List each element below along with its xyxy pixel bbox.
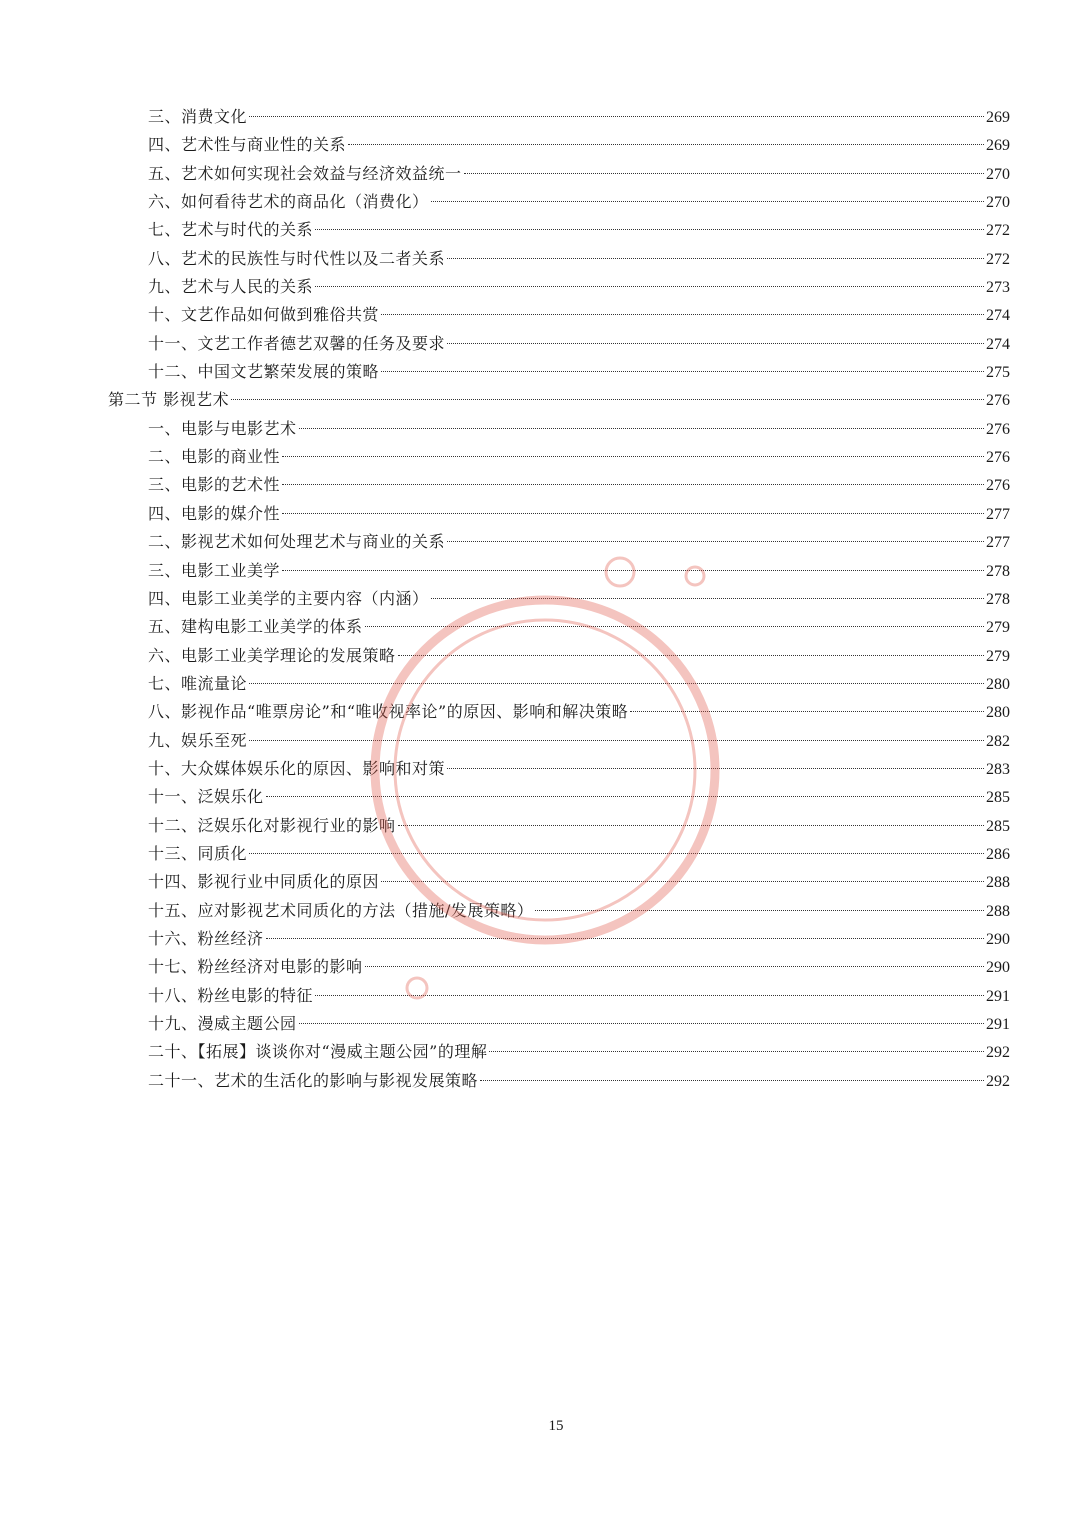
- toc-entry-page: 291: [986, 987, 1010, 1005]
- toc-entry-title: 四、电影工业美学的主要内容（内涵）: [148, 588, 429, 608]
- toc-entry: [108, 471, 1010, 499]
- toc-entry-title: 九、艺术与人民的关系: [148, 277, 314, 297]
- toc-dot-leader: [630, 711, 984, 712]
- toc-entry: [108, 897, 1010, 925]
- toc-entry: [108, 103, 1010, 131]
- toc-dot-leader: [315, 229, 984, 230]
- toc-dot-leader: [381, 371, 984, 372]
- toc-entry-page: 275: [986, 364, 1010, 382]
- toc-dot-leader: [431, 598, 984, 599]
- toc-entry-title: 十三、同质化: [148, 843, 248, 863]
- toc-entry: [108, 301, 1010, 329]
- toc-entry-title: 十四、影视行业中同质化的原因: [148, 872, 380, 892]
- toc-dot-leader: [299, 1023, 984, 1024]
- toc-dot-leader: [398, 655, 984, 656]
- toc-entry-page: 286: [986, 845, 1010, 863]
- toc-entry-page: 269: [986, 109, 1010, 126]
- toc-entry-page: 270: [986, 165, 1010, 183]
- toc-dot-leader: [464, 173, 984, 174]
- toc-entry-title: 十八、粉丝电影的特征: [148, 985, 314, 1005]
- toc-entry: [108, 868, 1010, 896]
- toc-entry-page: 290: [986, 930, 1010, 948]
- toc-dot-leader: [249, 116, 984, 117]
- toc-entry-title: 二十一、艺术的生活化的影响与影视发展策略: [148, 1070, 479, 1090]
- toc-entry: [108, 642, 1010, 670]
- toc-entry-title: 五、建构电影工业美学的体系: [148, 617, 363, 637]
- toc-entry: [108, 415, 1010, 443]
- toc-entry-page: 291: [986, 1016, 1010, 1033]
- toc-entry-title: 四、艺术性与商业性的关系: [148, 135, 347, 155]
- toc-entry-page: 280: [986, 675, 1010, 693]
- toc-entry-title: 七、唯流量论: [148, 673, 248, 693]
- toc-entry-title: 一、电影与电影艺术: [148, 418, 297, 438]
- toc-entry-title: 七、艺术与时代的关系: [148, 220, 314, 240]
- toc-entry-title: 十一、文艺工作者德艺双馨的任务及要求: [148, 333, 446, 353]
- toc-dot-leader: [447, 343, 984, 344]
- toc-dot-leader: [447, 258, 984, 259]
- toc-dot-leader: [282, 484, 984, 485]
- table-of-contents: [108, 103, 1010, 1095]
- toc-entry-page: 276: [986, 477, 1010, 495]
- toc-entry-title: 六、电影工业美学理论的发展策略: [148, 645, 396, 665]
- toc-entry: [108, 188, 1010, 216]
- toc-entry: [108, 812, 1010, 840]
- toc-entry: [108, 528, 1010, 556]
- toc-dot-leader: [398, 825, 984, 826]
- toc-entry-title: 十七、粉丝经济对电影的影响: [148, 957, 363, 977]
- toc-dot-leader: [282, 570, 984, 571]
- toc-entry-title: 二十、【拓展】谈谈你对“漫威主题公园”的理解: [148, 1042, 488, 1062]
- toc-entry-page: 270: [986, 194, 1010, 212]
- toc-dot-leader: [381, 314, 984, 315]
- toc-entry-title: 十、大众媒体娱乐化的原因、影响和对策: [148, 758, 446, 778]
- toc-entry: [108, 698, 1010, 726]
- toc-entry: [108, 783, 1010, 811]
- toc-entry-page: 273: [986, 279, 1010, 297]
- toc-entry-page: 285: [986, 789, 1010, 807]
- toc-entry-page: 276: [986, 449, 1010, 467]
- toc-dot-leader: [231, 399, 984, 400]
- toc-entry-title: 四、电影的媒介性: [148, 503, 281, 523]
- toc-dot-leader: [249, 740, 984, 741]
- toc-dot-leader: [365, 626, 984, 627]
- toc-entry-page: 278: [986, 562, 1010, 580]
- toc-entry: [108, 840, 1010, 868]
- toc-dot-leader: [282, 456, 984, 457]
- toc-entry: [108, 755, 1010, 783]
- toc-entry-title: 十二、中国文艺繁荣发展的策略: [148, 362, 380, 382]
- toc-entry-page: 292: [986, 1044, 1010, 1062]
- toc-entry-title: 十一、泛娱乐化: [148, 787, 264, 807]
- toc-entry: [108, 273, 1010, 301]
- toc-entry-title: 十九、漫威主题公园: [148, 1014, 297, 1033]
- toc-entry: [108, 925, 1010, 953]
- toc-entry-page: 279: [986, 647, 1010, 665]
- toc-entry: [108, 585, 1010, 613]
- toc-dot-leader: [249, 853, 984, 854]
- toc-entry: [108, 358, 1010, 386]
- toc-entry-page: 280: [986, 704, 1010, 722]
- toc-entry-page: 285: [986, 817, 1010, 835]
- page-number: 15: [548, 1418, 564, 1434]
- toc-entry: [108, 443, 1010, 471]
- toc-dot-leader: [447, 768, 984, 769]
- toc-dot-leader: [480, 1080, 984, 1081]
- toc-entry: [108, 386, 1010, 414]
- toc-entry-page: 277: [986, 534, 1010, 552]
- toc-entry: [108, 1038, 1010, 1066]
- toc-dot-leader: [266, 796, 984, 797]
- toc-entry-title: 八、影视作品“唯票房论”和“唯收视率论”的原因、影响和解决策略: [148, 702, 629, 722]
- toc-dot-leader: [447, 541, 984, 542]
- toc-dot-leader: [535, 910, 984, 911]
- toc-dot-leader: [348, 144, 984, 145]
- toc-entry-page: 279: [986, 619, 1010, 637]
- toc-entry-page: 292: [986, 1072, 1010, 1090]
- toc-entry-page: 278: [986, 590, 1010, 608]
- toc-dot-leader: [381, 881, 984, 882]
- toc-dot-leader: [365, 966, 984, 967]
- toc-entry-page: 288: [986, 902, 1010, 920]
- toc-entry: [108, 245, 1010, 273]
- toc-entry-title: 十五、应对影视艺术同质化的方法（措施/发展策略）: [148, 900, 534, 920]
- toc-entry-title: 二、影视艺术如何处理艺术与商业的关系: [148, 532, 446, 552]
- toc-entry-title: 二、电影的商业性: [148, 447, 281, 467]
- toc-dot-leader: [249, 683, 984, 684]
- toc-entry-page: 276: [986, 392, 1010, 410]
- toc-dot-leader: [299, 428, 984, 429]
- toc-entry: [108, 982, 1010, 1010]
- toc-entry-page: 277: [986, 505, 1010, 523]
- toc-entry-title: 十二、泛娱乐化对影视行业的影响: [148, 815, 396, 835]
- toc-entry-title: 十、文艺作品如何做到雅俗共赏: [148, 305, 380, 325]
- toc-entry: [108, 727, 1010, 755]
- toc-entry-page: 288: [986, 874, 1010, 892]
- toc-entry: [108, 330, 1010, 358]
- toc-dot-leader: [266, 938, 984, 939]
- toc-entry-title: 五、艺术如何实现社会效益与经济效益统一: [148, 163, 462, 183]
- toc-entry-title: 十六、粉丝经济: [148, 928, 264, 948]
- toc-entry: [108, 131, 1010, 159]
- toc-entry-title: 九、娱乐至死: [148, 730, 248, 750]
- toc-dot-leader: [315, 995, 984, 996]
- toc-entry: [108, 160, 1010, 188]
- toc-entry-page: 274: [986, 307, 1010, 325]
- toc-entry: [108, 953, 1010, 981]
- toc-entry-title: 三、电影的艺术性: [148, 475, 281, 495]
- toc-entry-page: 282: [986, 732, 1010, 750]
- toc-entry-page: 290: [986, 959, 1010, 977]
- toc-entry-title: 三、消费文化: [148, 107, 248, 126]
- toc-entry: [108, 216, 1010, 244]
- toc-entry-title: 八、艺术的民族性与时代性以及二者关系: [148, 248, 446, 268]
- toc-entry: [108, 500, 1010, 528]
- toc-entry-title: 六、如何看待艺术的商品化（消费化）: [148, 192, 429, 212]
- toc-entry-page: 276: [986, 420, 1010, 438]
- toc-entry-page: 272: [986, 250, 1010, 268]
- toc-entry-page: 283: [986, 760, 1010, 778]
- toc-dot-leader: [315, 286, 984, 287]
- toc-entry: [108, 1067, 1010, 1095]
- toc-entry: [108, 613, 1010, 641]
- toc-entry-title: 三、电影工业美学: [148, 560, 281, 580]
- toc-entry-page: 272: [986, 222, 1010, 240]
- toc-entry-page: 274: [986, 335, 1010, 353]
- toc-entry-title: 第二节 影视艺术: [108, 390, 230, 410]
- toc-entry: [108, 1010, 1010, 1038]
- toc-dot-leader: [282, 513, 984, 514]
- toc-entry: [108, 557, 1010, 585]
- toc-dot-leader: [489, 1051, 984, 1052]
- toc-entry-page: 269: [986, 137, 1010, 155]
- toc-entry: [108, 670, 1010, 698]
- toc-dot-leader: [431, 201, 984, 202]
